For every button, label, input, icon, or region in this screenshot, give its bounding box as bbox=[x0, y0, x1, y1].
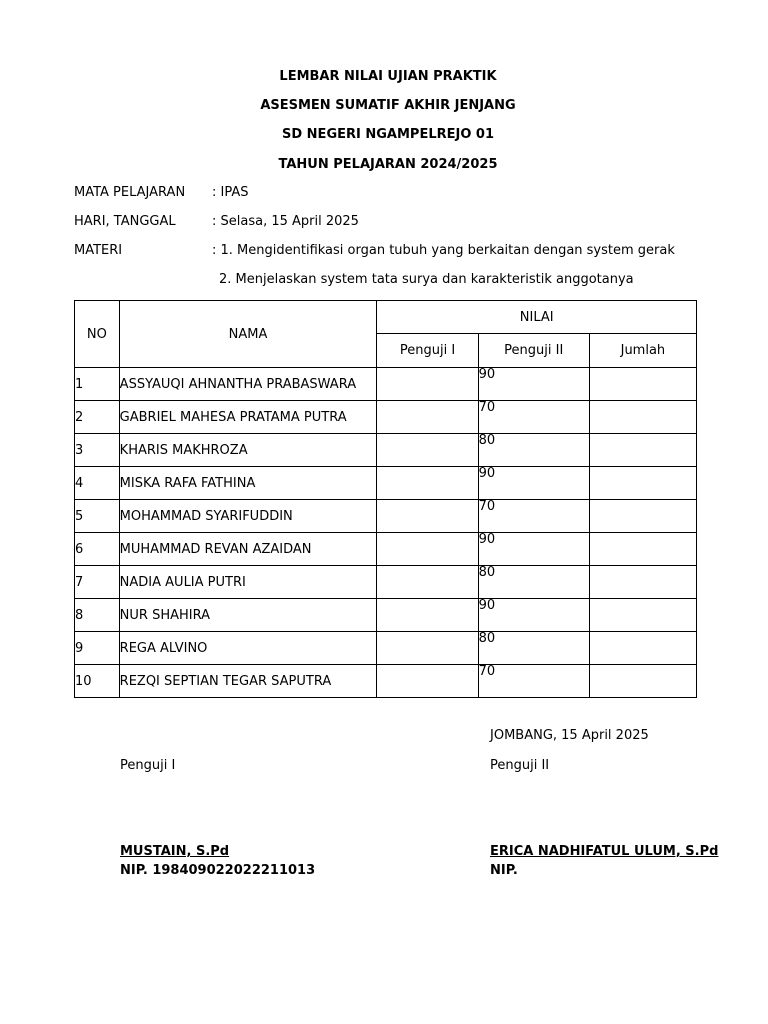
table-row bbox=[75, 434, 697, 467]
col-header-penguji-1: Penguji I bbox=[377, 334, 478, 368]
table-row bbox=[75, 566, 697, 599]
row-no: 9 bbox=[75, 632, 120, 665]
row-no: 4 bbox=[75, 467, 120, 500]
doc-title-line-2: ASESMEN SUMATIF AKHIR JENJANG bbox=[260, 98, 516, 113]
examiner-2-title: Penguji II bbox=[490, 758, 550, 773]
examiner-1-nip: NIP. 198409022022211013 bbox=[120, 863, 316, 878]
doc-title-school: SD NEGERI NGAMPELREJO 01 bbox=[282, 127, 494, 142]
row-name: GABRIEL MAHESA PRATAMA PUTRA bbox=[119, 401, 377, 434]
row-score-jumlah bbox=[589, 368, 696, 401]
row-score-penguji-2: 90 bbox=[478, 599, 589, 632]
row-score-penguji-1 bbox=[377, 665, 478, 698]
row-score-penguji-1 bbox=[377, 566, 478, 599]
row-no: 3 bbox=[75, 434, 120, 467]
grades-table bbox=[74, 300, 697, 698]
table-row bbox=[75, 467, 697, 500]
row-score-penguji-2: 90 bbox=[478, 467, 589, 500]
row-score-penguji-1 bbox=[377, 500, 478, 533]
row-name: ASSYAUQI AHNANTHA PRABASWARA bbox=[119, 368, 377, 401]
examiner-1-name: MUSTAIN, S.Pd bbox=[120, 844, 230, 859]
row-name: MUHAMMAD REVAN AZAIDAN bbox=[119, 533, 377, 566]
table-row bbox=[75, 500, 697, 533]
row-name: MISKA RAFA FATHINA bbox=[119, 467, 377, 500]
examiner-1-title: Penguji I bbox=[120, 758, 176, 773]
row-name: MOHAMMAD SYARIFUDDIN bbox=[119, 500, 377, 533]
row-score-penguji-2: 80 bbox=[478, 566, 589, 599]
row-score-jumlah bbox=[589, 533, 696, 566]
row-score-penguji-2: 70 bbox=[478, 401, 589, 434]
row-name: KHARIS MAKHROZA bbox=[119, 434, 377, 467]
row-score-penguji-2: 80 bbox=[478, 434, 589, 467]
signature-place-date: JOMBANG, 15 April 2025 bbox=[490, 728, 649, 743]
row-score-penguji-2: 90 bbox=[478, 368, 589, 401]
row-no: 2 bbox=[75, 401, 120, 434]
row-score-jumlah bbox=[589, 467, 696, 500]
row-name: NADIA AULIA PUTRI bbox=[119, 566, 377, 599]
material-label: MATERI bbox=[74, 243, 123, 258]
subject-value: : IPAS bbox=[212, 185, 249, 200]
date-value: : Selasa, 15 April 2025 bbox=[212, 214, 359, 229]
table-row bbox=[75, 665, 697, 698]
row-score-penguji-2: 90 bbox=[478, 533, 589, 566]
row-score-penguji-1 bbox=[377, 632, 478, 665]
table-row bbox=[75, 533, 697, 566]
examiner-2-nip: NIP. bbox=[490, 863, 518, 878]
col-header-penguji-2: Penguji II bbox=[478, 334, 589, 368]
row-no: 7 bbox=[75, 566, 120, 599]
row-no: 5 bbox=[75, 500, 120, 533]
row-no: 6 bbox=[75, 533, 120, 566]
row-score-penguji-2: 70 bbox=[478, 665, 589, 698]
row-score-penguji-1 bbox=[377, 434, 478, 467]
row-no: 8 bbox=[75, 599, 120, 632]
row-score-penguji-1 bbox=[377, 467, 478, 500]
table-row bbox=[75, 401, 697, 434]
row-name: REZQI SEPTIAN TEGAR SAPUTRA bbox=[119, 665, 377, 698]
material-item-1: : 1. Mengidentifikasi organ tubuh yang berkaitan dengan system gerak bbox=[212, 243, 675, 258]
table-row bbox=[75, 368, 697, 401]
col-header-nama: NAMA bbox=[119, 301, 377, 368]
row-score-jumlah bbox=[589, 665, 696, 698]
row-score-jumlah bbox=[589, 632, 696, 665]
subject-label: MATA PELAJARAN bbox=[74, 185, 186, 200]
row-name: NUR SHAHIRA bbox=[119, 599, 377, 632]
col-header-jumlah: Jumlah bbox=[589, 334, 696, 368]
date-label: HARI, TANGGAL bbox=[74, 214, 176, 229]
row-score-penguji-1 bbox=[377, 401, 478, 434]
row-name: REGA ALVINO bbox=[119, 632, 377, 665]
row-score-jumlah bbox=[589, 434, 696, 467]
row-score-jumlah bbox=[589, 500, 696, 533]
material-item-2: 2. Menjelaskan system tata surya dan karakteristik anggotanya bbox=[219, 272, 634, 287]
row-score-jumlah bbox=[589, 566, 696, 599]
row-score-jumlah bbox=[589, 401, 696, 434]
row-no: 10 bbox=[75, 665, 120, 698]
col-header-nilai: NILAI bbox=[377, 301, 697, 334]
doc-title-year: TAHUN PELAJARAN 2024/2025 bbox=[278, 157, 498, 172]
table-row bbox=[75, 599, 697, 632]
table-row bbox=[75, 632, 697, 665]
col-header-no: NO bbox=[75, 301, 120, 368]
row-score-penguji-1 bbox=[377, 533, 478, 566]
examiner-2-name: ERICA NADHIFATUL ULUM, S.Pd bbox=[490, 844, 719, 859]
row-score-penguji-2: 70 bbox=[478, 500, 589, 533]
row-score-penguji-1 bbox=[377, 599, 478, 632]
row-score-penguji-2: 80 bbox=[478, 632, 589, 665]
row-score-penguji-1 bbox=[377, 368, 478, 401]
row-no: 1 bbox=[75, 368, 120, 401]
row-score-jumlah bbox=[589, 599, 696, 632]
doc-title-line-1: LEMBAR NILAI UJIAN PRAKTIK bbox=[279, 69, 497, 84]
